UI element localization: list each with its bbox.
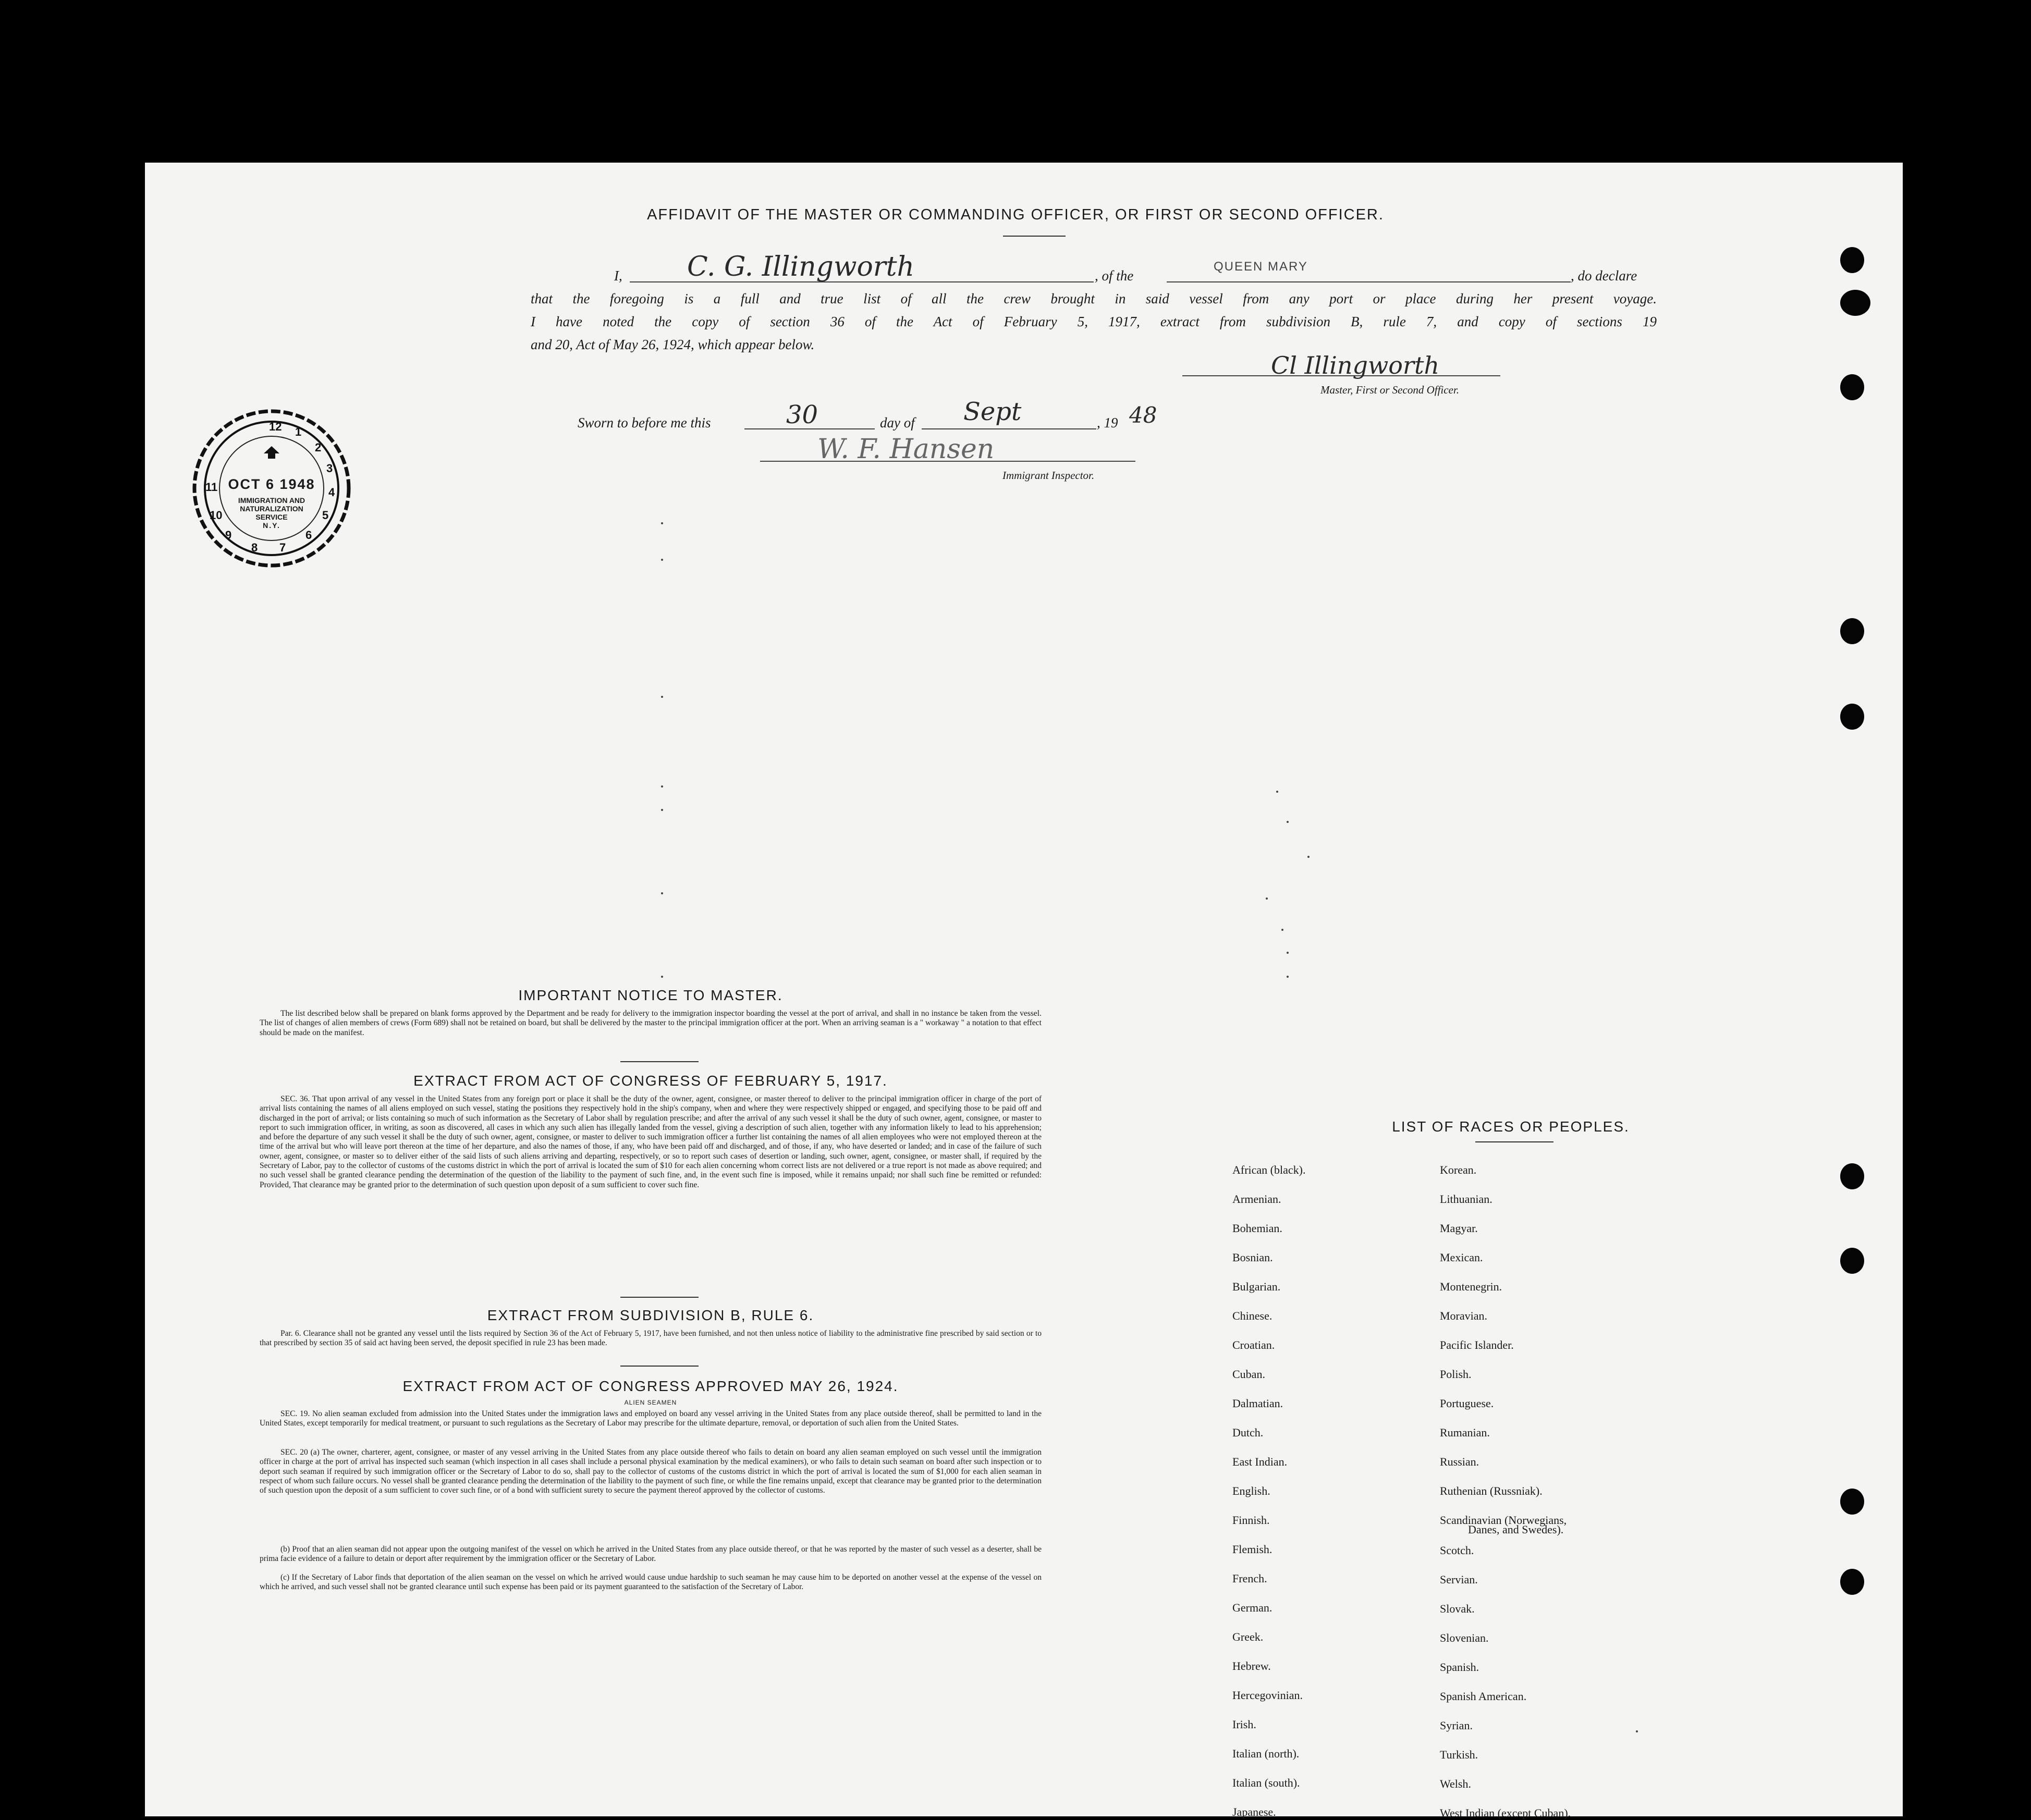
race-right-item: Lithuanian.	[1440, 1192, 1492, 1206]
race-left-item: German.	[1232, 1601, 1273, 1614]
extract-1924-subheading: ALIEN SEAMEN	[624, 1399, 677, 1406]
race-right-item: Scotch.	[1440, 1544, 1474, 1557]
race-left-item: Dutch.	[1232, 1426, 1264, 1439]
notice-body: The list described below shall be prepared on blank forms approved by the Department and be ready for delivery to the immigration inspector boarding the vessel at the port of arrival, and shall in no instance be taken from the vessel. The list of changes of alien members of crews (Form 689) shall not be retained on board, but shall be delivered by the master to the principal immigration officer at the port. When an arriving seaman is a " workaway " a notation to that effect should be made on the manifest.	[260, 1009, 1042, 1037]
sworn-month-line	[922, 428, 1096, 429]
affidavit-line-3: I have noted the copy of section 36 of the Act of February 5, 1917, extract from subdivision B, rule 7, and copy of sections 19	[531, 314, 1657, 329]
sworn-day: 30	[786, 400, 818, 429]
binder-hole	[1840, 1489, 1864, 1515]
race-right-item: Syrian.	[1440, 1719, 1473, 1732]
race-left-item: Bohemian.	[1232, 1222, 1282, 1235]
race-left-item: Bulgarian.	[1232, 1280, 1281, 1293]
affidavit-line-4: and 20, Act of May 26, 1924, which appear below.	[531, 337, 815, 352]
master-signature: Cl Illingworth	[1271, 351, 1440, 379]
svg-text:2: 2	[315, 441, 322, 454]
svg-text:10: 10	[210, 509, 223, 522]
stamp-agency: IMMIGRATION AND NATURALIZATION SERVICE	[238, 496, 305, 521]
race-right-item: Rumanian.	[1440, 1426, 1490, 1439]
i-label: I,	[614, 268, 622, 284]
race-right-item: Pacific Islander.	[1440, 1338, 1514, 1351]
race-left-item: Hebrew.	[1232, 1659, 1271, 1673]
document-page	[145, 163, 1903, 1819]
race-left-item: East Indian.	[1232, 1455, 1288, 1468]
binder-hole	[1840, 1569, 1864, 1595]
heading-divider	[1003, 236, 1066, 237]
affidavit-heading: AFFIDAVIT OF THE MASTER OR COMMANDING OFFICER, OR FIRST OR SECOND OFFICER.	[647, 206, 1384, 223]
extract-1924-sec19: SEC. 19. No alien seaman excluded from admission into the United States under the immigration laws and employed on board any vessel arriving in the United States from any place outside thereof, shall be permitted to land in the United States, except temporarily for medical treatment, or pursuant to such regulations as the Secretary of Labor may prescribe for the ultimate departure, removal, or deportation of such alien from the United States.	[260, 1409, 1042, 1428]
svg-text:11: 11	[205, 481, 218, 494]
extract-1924-sec20c: (c) If the Secretary of Labor finds that deportation of the alien seaman on the vessel on which he arrived would cause undue hardship to such seaman he may cause him to be deported on another vessel at the expense of the vessel on which he arrived, and such vessel shall not be granted clearance until such expense has been paid or its payment guaranteed to the satisfaction of the Secretary of Labor.	[260, 1573, 1042, 1592]
race-left-item: Chinese.	[1232, 1309, 1273, 1322]
race-right-item: Slovenian.	[1440, 1631, 1489, 1644]
binder-hole	[1840, 618, 1864, 644]
svg-text:4: 4	[328, 486, 335, 499]
race-left-item: African (black).	[1232, 1163, 1306, 1176]
vessel-name-line	[1167, 281, 1571, 282]
day-of-label: day of	[880, 415, 915, 431]
vessel-name: QUEEN MARY	[1214, 260, 1308, 274]
race-right-item: Magyar.	[1440, 1222, 1478, 1235]
extract-1924-heading: EXTRACT FROM ACT OF CONGRESS APPROVED MAY 26, 1924.	[402, 1378, 899, 1394]
race-left-item: Greek.	[1232, 1630, 1264, 1643]
svg-text:7: 7	[279, 541, 286, 554]
race-right-item: Montenegrin.	[1440, 1280, 1502, 1293]
notice-heading: IMPORTANT NOTICE TO MASTER.	[518, 987, 783, 1003]
races-heading: LIST OF RACES OR PEOPLES.	[1392, 1118, 1630, 1135]
race-right-item: Korean.	[1440, 1163, 1477, 1176]
sworn-month: Sept	[963, 397, 1022, 426]
svg-text:5: 5	[322, 509, 329, 522]
race-right-item: Russian.	[1440, 1455, 1479, 1468]
binder-hole	[1840, 704, 1864, 730]
race-right-item: Servian.	[1440, 1573, 1478, 1586]
do-declare-label: , do declare	[1571, 268, 1637, 284]
binder-hole	[1840, 374, 1864, 400]
svg-text:3: 3	[326, 462, 333, 475]
extract-1924-sec20a: SEC. 20 (a) The owner, charterer, agent, consignee, or master of any vessel arriving in the United States from any place outside thereof who fails to detain on board any alien seaman employed on such vessel until the immigration officer in charge at the port of arrival has inspected such seaman (which inspection in all cases shall include a personal physical examination by the medical examiners), or who fails to detain such seaman on board after such inspection or to deport such seaman if required by such immigration officer or the Secretary of Labor to do so, shall pay to the collector of customs of the customs district in which the port of arrival is located the sum of $1,000 for each alien seaman in respect of whom such failure occurs. No vessel shall be granted clearance pending the determination of the liability to the payment of such fine, or while the fine remains unpaid, except that clearance may be granted prior to the determination of such question upon the deposit of a sum sufficient to cover such fine, or of a bond with sufficient surety to secure the payment thereof approved by the collector of customs.	[260, 1448, 1042, 1495]
race-left-item: Japanese.	[1232, 1805, 1276, 1818]
race-left-item: Italian (north).	[1232, 1747, 1300, 1760]
race-left-item: Croatian.	[1232, 1338, 1275, 1351]
binder-hole	[1840, 1163, 1864, 1189]
race-right-item: Moravian.	[1440, 1309, 1488, 1322]
svg-text:8: 8	[251, 541, 258, 554]
race-left-item: Irish.	[1232, 1718, 1256, 1731]
race-left-item: Cuban.	[1232, 1368, 1265, 1381]
inspector-label: Immigrant Inspector.	[1002, 469, 1095, 482]
subdivision-b-heading: EXTRACT FROM SUBDIVISION B, RULE 6.	[487, 1307, 814, 1323]
race-left-item: Armenian.	[1232, 1192, 1281, 1206]
svg-text:1: 1	[295, 425, 302, 438]
svg-text:9: 9	[225, 528, 232, 542]
stamp-date: OCT 6 1948	[228, 476, 315, 492]
race-left-item: Flemish.	[1232, 1543, 1273, 1556]
race-right-item: Turkish.	[1440, 1748, 1478, 1761]
race-left-item: Bosnian.	[1232, 1251, 1273, 1264]
svg-text:12: 12	[269, 420, 282, 433]
race-scandinavian-continued: Danes, and Swedes).	[1468, 1523, 1564, 1536]
race-left-item: Finnish.	[1232, 1514, 1270, 1527]
stamp-city: N.Y.	[263, 521, 280, 530]
affidavit-line-2: that the foregoing is a full and true list of all the crew brought in said vessel from any port or place during her present voyage.	[531, 291, 1657, 306]
officer-signature: C. G. Illingworth	[687, 251, 915, 282]
of-the-label: , of the	[1095, 268, 1134, 284]
race-right-item: Spanish.	[1440, 1661, 1479, 1674]
extract-1917-heading: EXTRACT FROM ACT OF CONGRESS OF FEBRUARY 5, 1917.	[413, 1073, 888, 1089]
race-right-item: Polish.	[1440, 1368, 1472, 1381]
race-left-item: Italian (south).	[1232, 1776, 1300, 1789]
subdivision-b-body: Par. 6. Clearance shall not be granted any vessel until the lists required by Section 36 of the Act of February 5, 1917, have been furnished, and not then unless notice of liability to the administrative fine prescribed by said section or to that prescribed by section 35 of said act having been served, the deposit specified in rule 23 has been made.	[260, 1329, 1042, 1348]
binder-hole	[1840, 1248, 1864, 1274]
race-right-item: Slovak.	[1440, 1602, 1475, 1615]
extract-1917-body: SEC. 36. That upon arrival of any vessel in the United States from any foreign port or place it shall be the duty of the owner, agent, consignee, or master thereof to deliver to the principal immigration officer in charge of the port of arrival lists containing the names of all aliens employed on such vessel, stating the positions they respectively hold in the ship's company, when and where they were respectively shipped or engaged, and specifying those to be paid off and discharged in the port of arrival; or lists containing so much of such information as the Secretary of Labor shall by regulation prescribe; and after the arrival of any such vessel it shall be the duty of such owner, agent, consignee, or master to report to such immigration officer, in writing, as soon as discovered, all cases in which any such alien has illegally landed from the vessel, giving a description of such alien, together with any information likely to lead to his apprehension; and before the departure of any such vessel it shall be the duty of such owner, agent, consignee, or master to deliver to such immigration officer a further list containing the names of all alien employees who were not employed thereon at the time of the arrival but who will leave port thereon at the time of her departure, and also the names of those, if any, who have been paid off and discharged, and of those, if any, who have deserted or landed; and in case of the failure of such owner, agent, consignee, or master so to deliver either of the said lists of such aliens arriving and departing, respectively, or so to report such cases of desertion or landing, such owner, agent, consignee, or master shall, if required by the Secretary of Labor, pay to the collector of customs of the customs district in which the port of arrival is located the sum of $10 for each alien concerning whom correct lists are not delivered or a true report is not made as above required; and no such vessel shall be granted clearance pending the determination of the question of the liability to the payment of such fine, and, in the event such fine is imposed, while it remains unpaid; nor shall such fine be remitted or refunded: Provided, That clearance may be granted prior to the determination of such question upon deposit of a sum sufficient to cover such fine.	[260, 1095, 1042, 1189]
race-right-item: Portuguese.	[1440, 1397, 1494, 1410]
year-prefix: , 19	[1097, 415, 1118, 431]
race-right-item: Mexican.	[1440, 1251, 1483, 1264]
race-right-item: Welsh.	[1440, 1777, 1471, 1790]
svg-text:6: 6	[305, 528, 312, 542]
race-left-item: Dalmatian.	[1232, 1397, 1283, 1410]
race-right-item: Spanish American.	[1440, 1690, 1527, 1703]
immigration-stamp	[191, 408, 352, 569]
binder-hole	[1840, 290, 1870, 316]
sworn-label: Sworn to before me this	[578, 415, 711, 431]
race-right-item: Scandinavian (Norwegians,	[1440, 1514, 1567, 1527]
race-right-item: West Indian (except Cuban).	[1440, 1806, 1571, 1819]
extract-1924-sec20b: (b) Proof that an alien seaman did not appear upon the outgoing manifest of the vessel on which he arrived in the United States from any place outside thereof, or that he was reported by the master of such vessel as a deserter, shall be prima facie evidence of a failure to detain or deport after requirement by the immigration officer or the Secretary of Labor.	[260, 1545, 1042, 1564]
race-left-item: French.	[1232, 1572, 1267, 1585]
master-label: Master, First or Second Officer.	[1320, 384, 1459, 396]
inspector-signature: W. F. Hansen	[817, 434, 995, 465]
race-left-item: Hercegovinian.	[1232, 1689, 1303, 1702]
race-left-item: English.	[1232, 1484, 1270, 1497]
year-suffix: 48	[1129, 402, 1157, 428]
binder-hole	[1840, 247, 1864, 273]
race-right-item: Ruthenian (Russniak).	[1440, 1484, 1543, 1497]
